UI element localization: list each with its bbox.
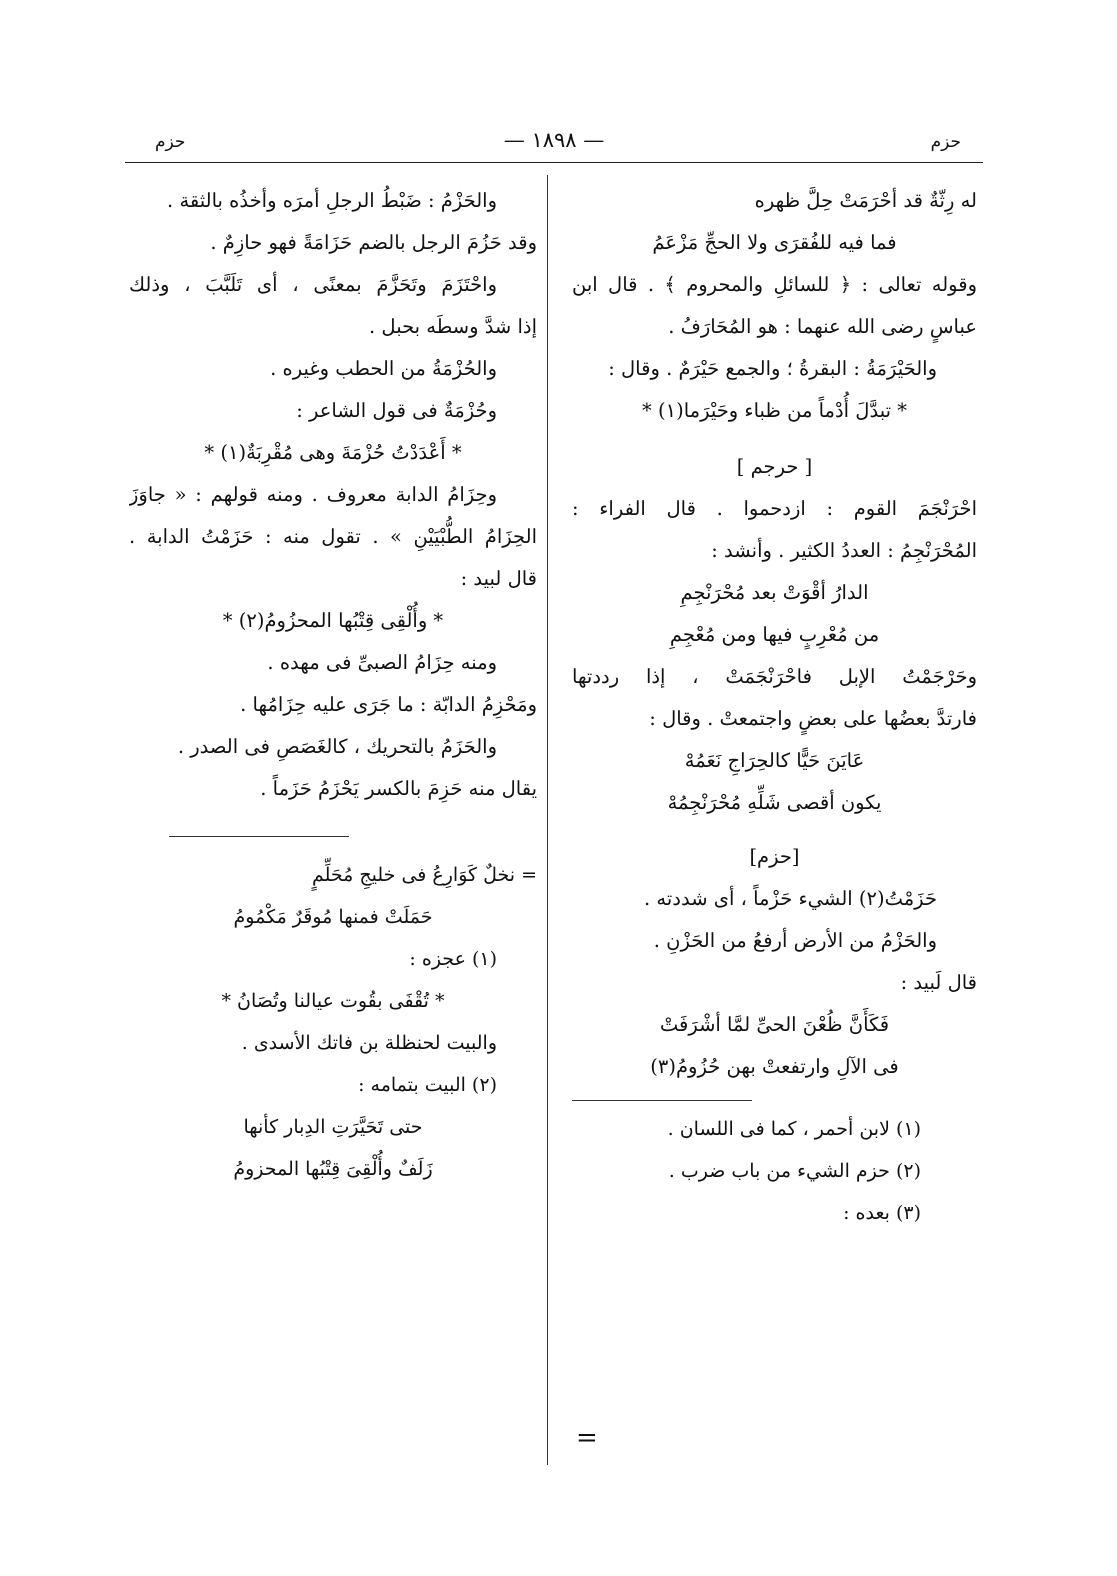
text-line: والحَزْمُ : ضَبْطُ الرجلِ أمرَه وأخذُه بالثقة . — [167, 189, 497, 212]
verse-line: فَكَأَنَّ ظُعْنَ الحىِّ لمَّا أشْرَفَتْ — [659, 1013, 890, 1036]
verse-line: عَايَنَ حَيًّا كالحِرَاجِ نَعَمُهْ — [684, 749, 865, 772]
footnote: (٢) البيت بتمامه : — [358, 1074, 497, 1096]
footnote-verse: * تُقْفَى بقُوت عيالنا وتُصَانُ * — [221, 990, 445, 1012]
text-line: وقوله تعالى : ﴿ للسائلِ والمحروم ﴾ . قال ابن — [572, 273, 977, 296]
text-line: وقد حَزُمَ الرجل بالضم حَزَامَةً فهو حازِمٌ . — [210, 231, 537, 254]
continuation-mark: = — [576, 1423, 598, 1453]
text-line: ومنه حِزَامُ الصبىِّ فى مهده . — [267, 651, 497, 674]
text-line: ومَحْزِمُ الدابّة : ما جَرَى عليه حِزَامُها . — [240, 693, 537, 716]
header-rule — [125, 162, 983, 163]
verse-line: * أَعْدَدْتُ حُزْمَةَ وهى مُقْرِبَةٌ(١) * — [204, 441, 462, 464]
text-line: والحَزَمُ بالتحريك ، كالغَصَصِ فى الصدر . — [177, 735, 497, 758]
page-header — [125, 128, 983, 162]
text-line: الحِزَامُ الطُّبْيَيْنِ » . تقول منه : حَزَمْتُ الدابة . — [129, 525, 537, 548]
text-line: احْرَنْجَمَ القوم : ازدحموا . قال الفراء : — [572, 497, 977, 520]
verse-continuation: = نخلٌ كَوَارِعُ فى خليجِ مُحَلِّمٍ — [311, 864, 537, 886]
footnote-verse: حتى تَحَيَّرَتِ الدِبار كأنها — [243, 1116, 423, 1138]
text-line: إذا شدَّ وسطَه بحبل . — [369, 315, 537, 338]
column-divider — [547, 175, 548, 1465]
text-line: فارتدَّ بعضُها على بعضٍ واجتمعتْ . وقال : — [649, 707, 977, 730]
footnote: (٢) حزم الشيء من باب ضرب . — [668, 1160, 921, 1182]
verse-line: فى الآلِ وارتفعتْ بهن حُزُومُ(٣) — [650, 1055, 899, 1078]
text-line: والحُزْمَةُ من الحطب وغيره . — [270, 357, 497, 380]
footnote: (٣) بعده : — [843, 1202, 921, 1224]
verse-line: الدارُ أقْوَتْ بعد مُحْرَنْجِمِ — [680, 581, 869, 604]
text-line: واحْتَزَمَ وتَحَزَّمَ بمعنًى ، أى تَلَبَّبَ ، وذلك — [129, 273, 497, 296]
text-line: قال لبيد : — [460, 567, 537, 590]
verse-line: * وأُلْقِى قِتْبُها المحزُومُ(٢) * — [222, 609, 444, 632]
text-line: المُحْرَنْجِمُ : العددُ الكثير . وأنشد : — [711, 539, 977, 562]
header-left-word: حزم — [155, 132, 186, 152]
text-line: وحِزَامُ الدابة معروف . ومنه قولهم : « جاوَزَ — [129, 483, 497, 506]
verse-line: يكون أقصى شَلِّهِ مُحْرَنْجِمُهْ — [667, 791, 882, 814]
right-column — [572, 180, 977, 1234]
text-line: وحُزْمَةٌ فى قول الشاعر : — [296, 399, 497, 422]
verse-line: فما فيه للفُقرَى ولا الحجِّ مَزْعَمُ — [652, 231, 897, 254]
footnote: (١) عجزه : — [409, 948, 497, 970]
left-column — [129, 180, 537, 1190]
footnote-rule — [572, 1092, 977, 1108]
page-number: — ١٨٩٨ — — [503, 128, 605, 152]
verse-line: * تبدَّلَ أُدْماً من ظباء وحَيْرَما(١) * — [642, 399, 907, 422]
text-line: والحَيْرَمَةُ : البقرةُ ؛ والجمع حَيْرَمٌ . وقال : — [608, 357, 937, 380]
footnote: والبيت لحنظلة بن فاتك الأسدى . — [241, 1032, 497, 1054]
text-line: قال لَبيد : — [900, 971, 977, 994]
footnote: (١) لابن أحمر ، كما فى اللسان . — [667, 1118, 921, 1140]
footnote-verse: زَلَفٌ وأُلْقِىَ قِتْبُها المحزومُ — [233, 1158, 433, 1180]
footnote-rule — [129, 828, 537, 844]
text-line: وحَرْجَمْتُ الإبل فاحْرَنْجَمَتْ ، إذا رددتها — [572, 665, 977, 688]
text-line: يقال منه حَزِمَ بالكسر يَحْزَمُ حَزَماً . — [260, 777, 537, 800]
text-line: له رِثّةٌ قد أحْرَمَتْ حِلَّ ظهره — [754, 189, 977, 212]
verse-line: من مُعْرِبٍ فيها ومن مُعْجِمِ — [669, 623, 880, 646]
header-right-word: حزم — [930, 132, 961, 152]
text-line: والحَزْمُ من الأرض أرفعُ من الحَزْنِ . — [653, 929, 937, 952]
text-line: عباسٍ رضى الله عنهما : هو المُحَارَفُ . — [668, 315, 977, 338]
verse-continuation: حَمَلَتْ فمنها مُوقَرٌ مَكْمُومُ — [233, 906, 433, 928]
entry-heading: [حزم] — [749, 845, 800, 868]
entry-heading: [ حرجم ] — [736, 455, 813, 478]
text-line: حَزَمْتُ(٢) الشيء حَزْماً ، أى شددته . — [644, 887, 937, 910]
